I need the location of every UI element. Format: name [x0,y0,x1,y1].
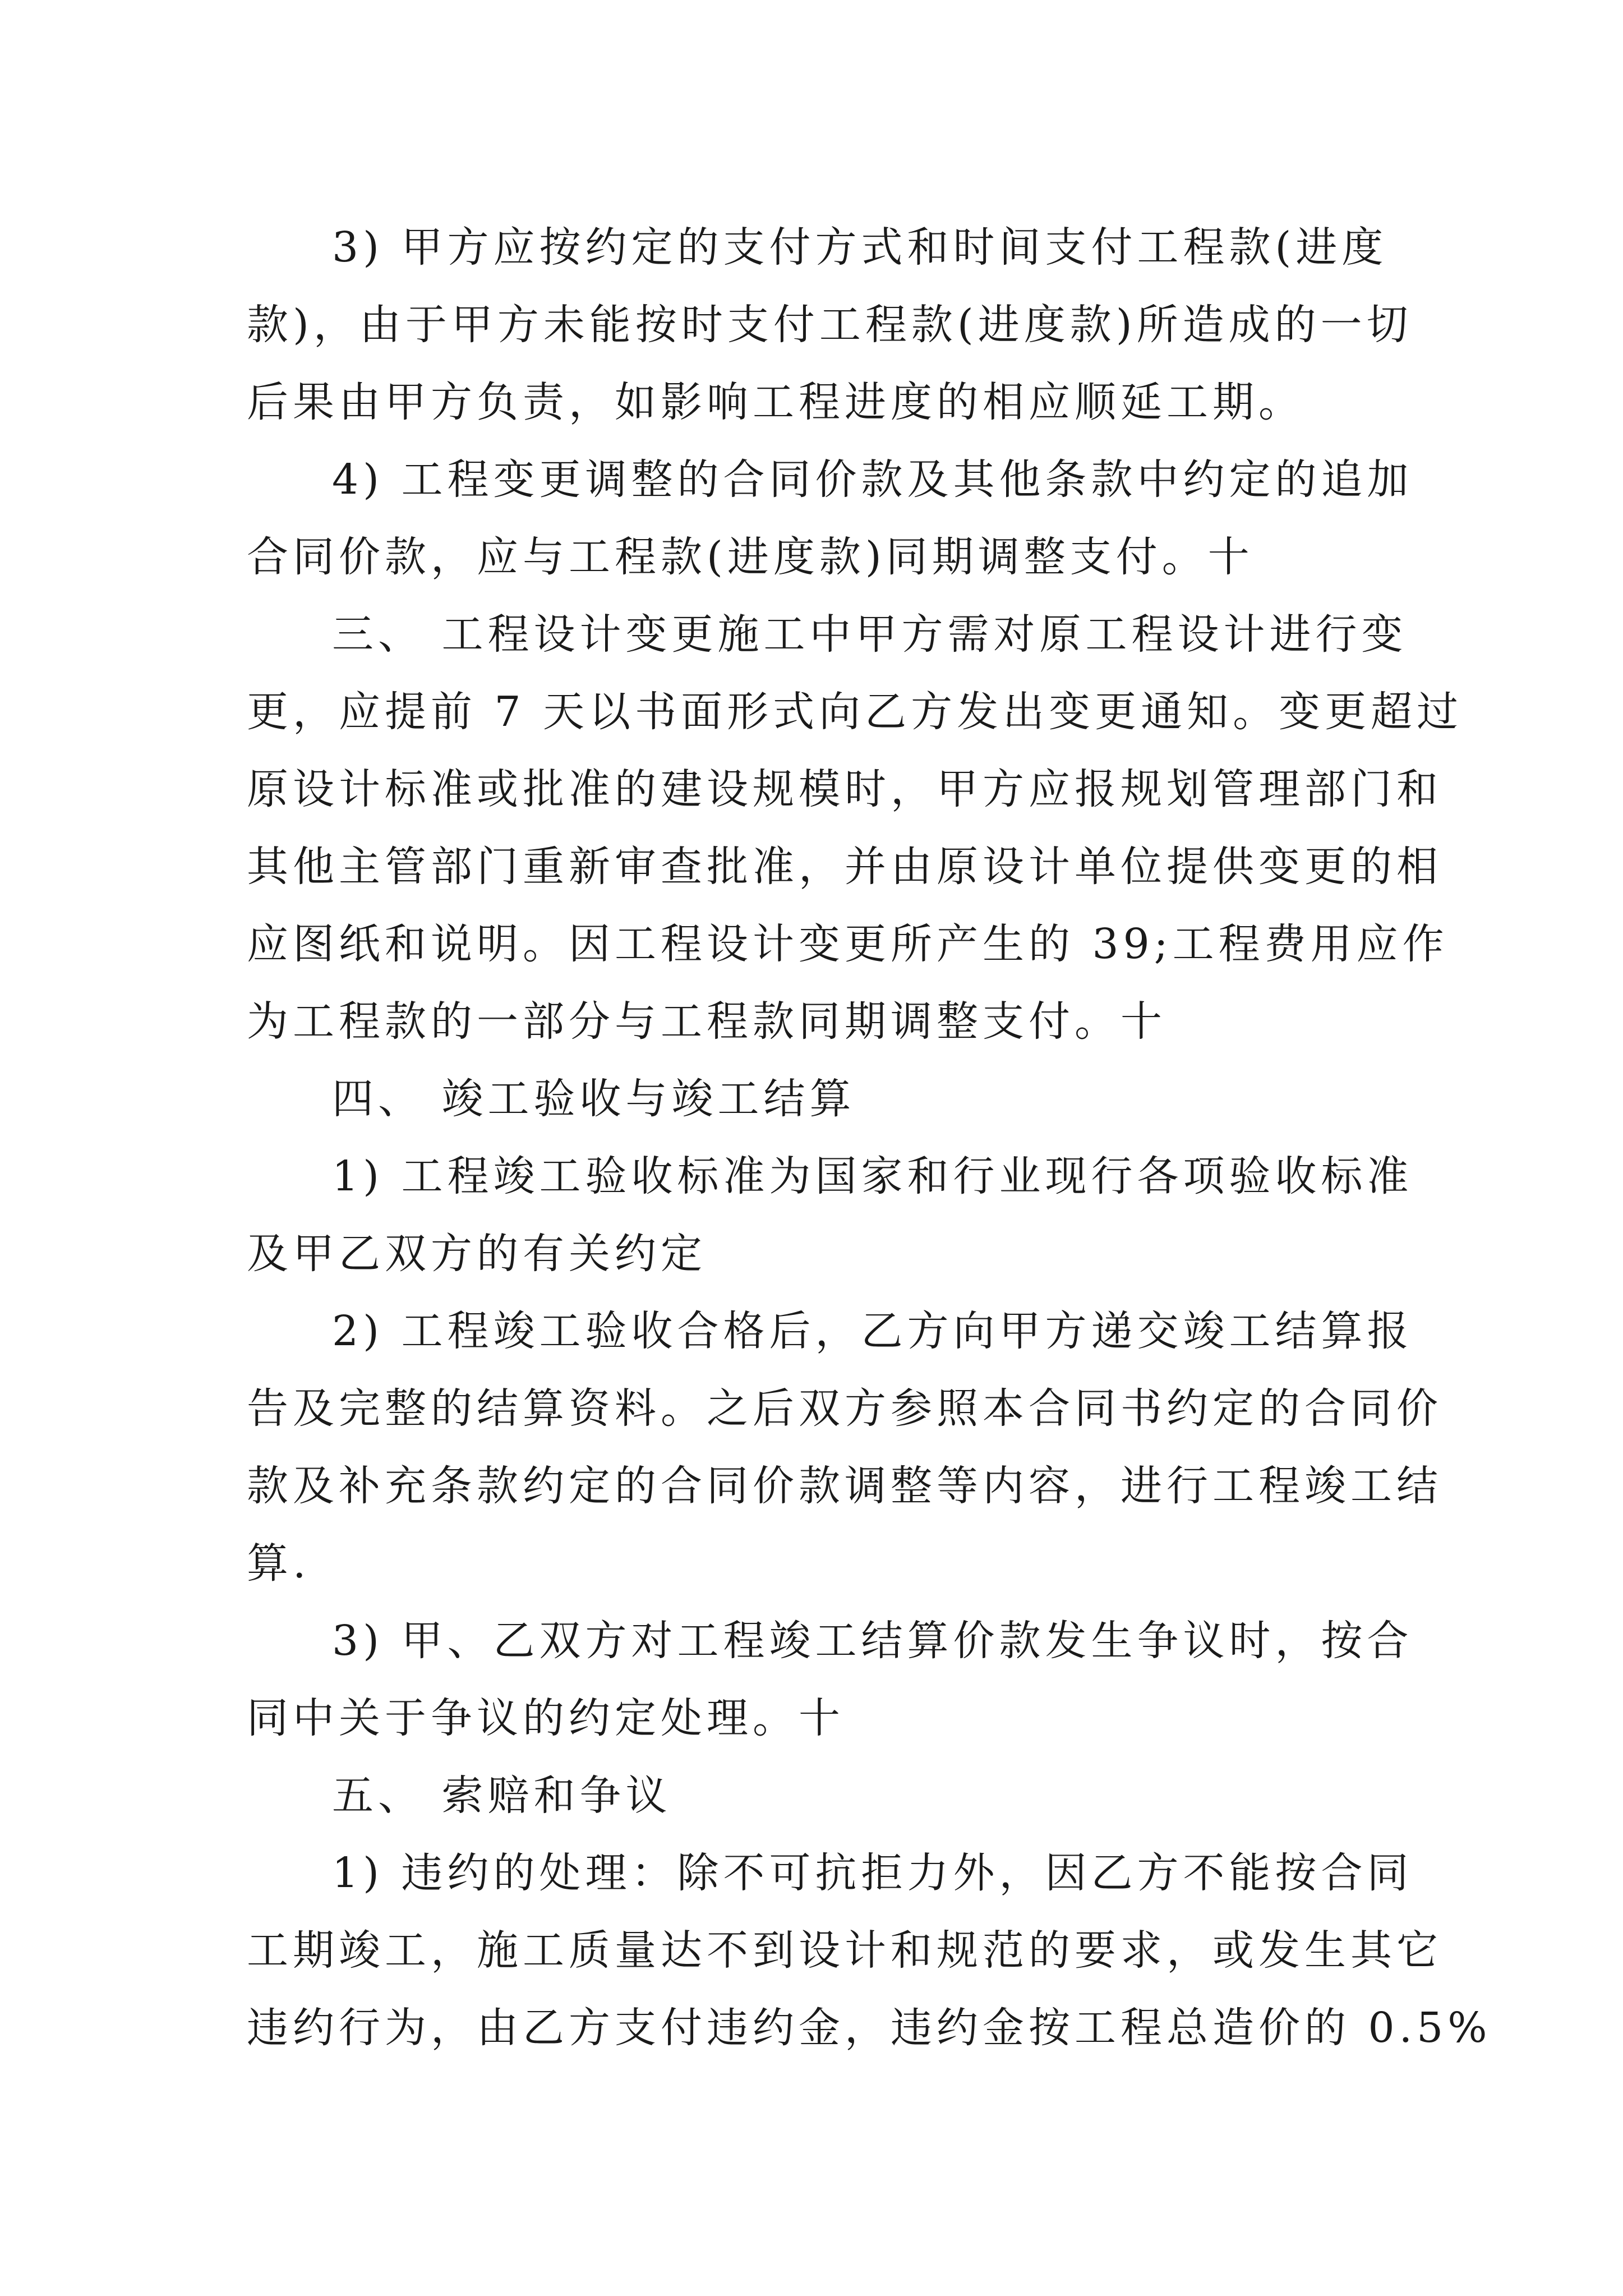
text-line: 合同价款，应与工程款(进度款)同期调整支付。十 [247,533,1254,581]
section-heading-line: 五、 索赔和争议 [332,1772,672,1820]
text-line: 原设计标准或批准的建设规模时，甲方应报规划管理部门和 [247,765,1442,813]
text-line: 2) 工程竣工验收合格后，乙方向甲方递交竣工结算报 [332,1307,1413,1355]
text-line: 算. [247,1539,311,1588]
text-line: 3) 甲方应按约定的支付方式和时间支付工程款(进度 [332,223,1388,272]
text-line: 款)，由于甲方未能按时支付工程款(进度款)所造成的一切 [247,301,1413,349]
text-line: 更，应提前 7 天以书面形式向乙方发出变更通知。变更超过 [247,688,1463,736]
text-line: 3) 甲、乙双方对工程竣工结算价款发生争议时，按合 [332,1617,1413,1665]
text-line: 其他主管部门重新审查批准，并由原设计单位提供变更的相 [247,843,1442,891]
text-line: 款及补充条款约定的合同价款调整等内容，进行工程竣工结 [247,1462,1442,1510]
text-line: 为工程款的一部分与工程款同期调整支付。十 [247,997,1166,1046]
text-line: 同中关于争议的约定处理。十 [247,1694,845,1742]
text-line: 4) 工程变更调整的合同价款及其他条款中约定的追加 [332,455,1413,504]
section-heading-line: 三、 工程设计变更施工中甲方需对原工程设计进行变 [332,610,1408,659]
text-line: 1) 工程竣工验收标准为国家和行业现行各项验收标准 [332,1152,1413,1200]
document-page [247,209,1492,2067]
text-line: 违约行为，由乙方支付违约金，违约金按工程总造价的 0.5% [247,2004,1492,2052]
text-line: 后果由甲方负责，如影响工程进度的相应顺延工期。 [247,378,1304,426]
text-line: 及甲乙双方的有关约定 [247,1230,707,1278]
section-heading-line: 四、 竣工验收与竣工结算 [332,1075,856,1123]
text-line: 1) 违约的处理：除不可抗拒力外，因乙方不能按合同 [332,1849,1413,1897]
text-line: 工期竣工，施工质量达不到设计和规范的要求，或发生其它 [247,1926,1442,1975]
text-line: 应图纸和说明。因工程设计变更所产生的 39;工程费用应作 [247,920,1449,968]
text-line: 告及完整的结算资料。之后双方参照本合同书约定的合同价 [247,1384,1442,1433]
